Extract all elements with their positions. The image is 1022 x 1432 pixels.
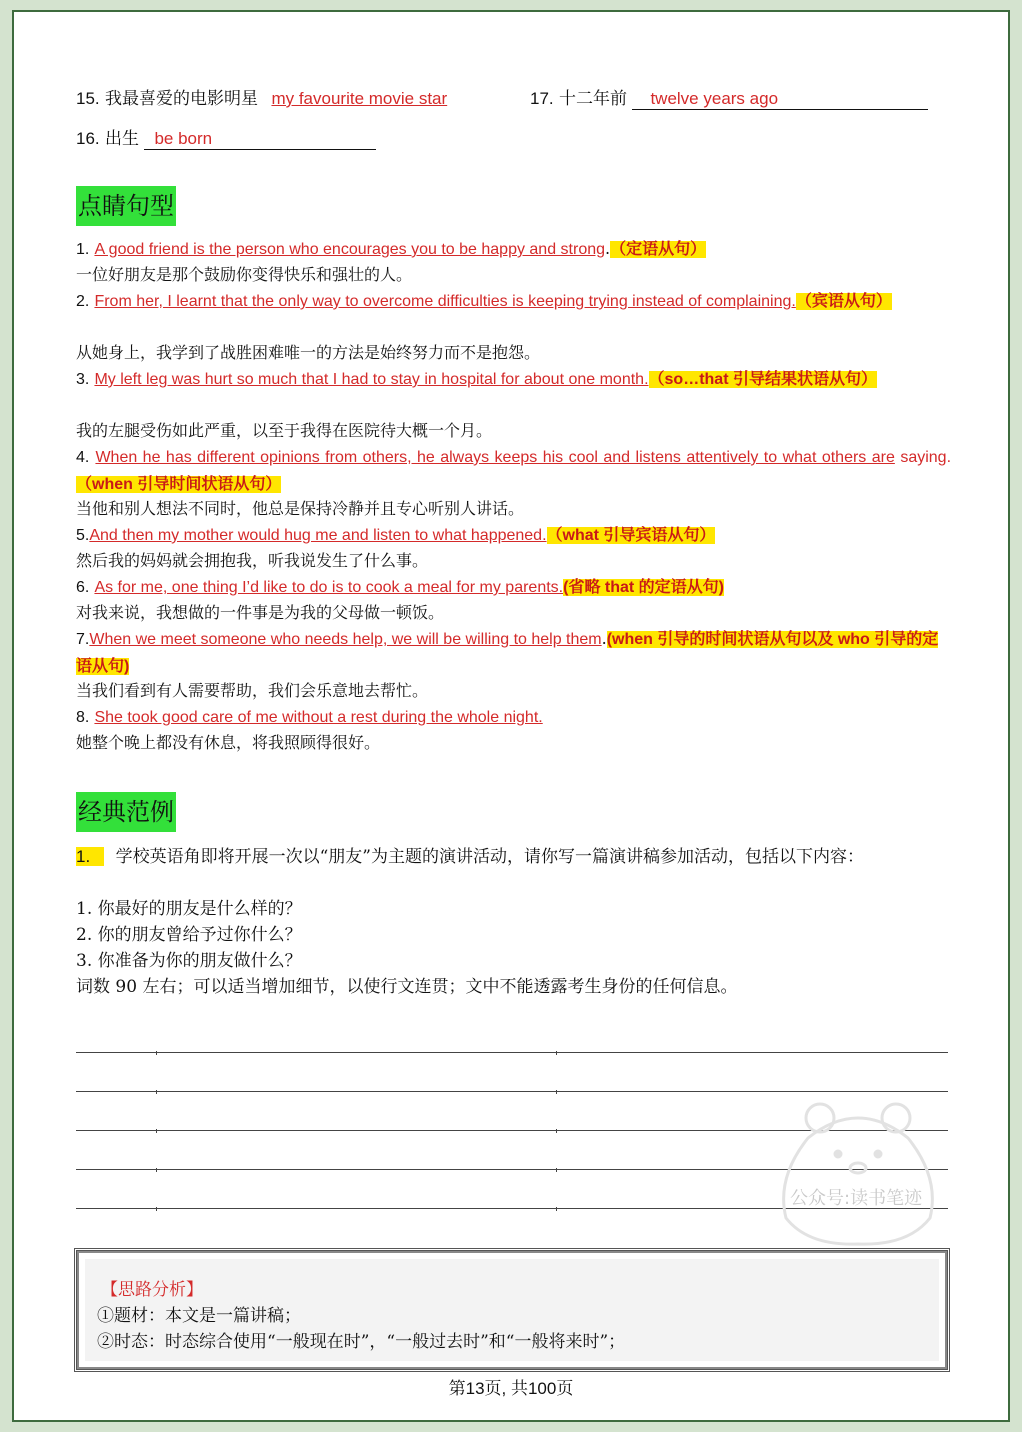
sentence-6: 6. As for me, one thing I’d like to do is to cook a meal for my parents.(省略 that 的定语从句): [76, 579, 724, 596]
sentence-2-translation: 从她身上，我学到了战胜困难唯一的方法是始终努力而不是抱怨。: [76, 343, 541, 362]
sentence-5: 5.And then my mother would hug me and listen to what happened.（what 引导宾语从句）: [76, 527, 716, 544]
task-prompt: 1. 学校英语角即将开展一次以“朋友”为主题的演讲活动，请你写一篇演讲稿参加活动，包括以下内容：: [76, 847, 864, 867]
sentence-3-translation: 我的左腿受伤如此严重，以至于我得在医院待大概一个月。: [76, 421, 493, 440]
sentence-8: 8. She took good care of me without a rest during the whole night.: [76, 709, 543, 726]
task-number: 1.: [76, 847, 104, 866]
vocab-answer: my favourite movie star: [271, 89, 448, 108]
bear-watermark-icon: [758, 1088, 958, 1248]
section-heading-examples: 经典范例: [76, 792, 176, 832]
task-requirements: 词数 90 左右；可以适当增加细节，以使行文连贯；文中不能透露考生身份的任何信息。: [76, 977, 738, 997]
vocab-item-16: 16. 出生 be born: [76, 124, 376, 150]
analysis-item-2: ②时态：时态综合使用“一般现在时”，“一般过去时”和“一般将来时”；: [97, 1332, 626, 1352]
section-heading-sentences: 点睛句型: [76, 186, 176, 226]
task-point-3: 3. 你准备为你的朋友做什么？: [76, 951, 302, 971]
sentence-8-translation: 她整个晚上都没有休息，将我照顾得很好。: [76, 733, 381, 752]
answer-blank: be born: [144, 129, 376, 150]
page: [12, 10, 1010, 1422]
sentence-6-translation: 对我来说，我想做的一件事是为我的父母做一顿饭。: [76, 603, 445, 622]
sentence-4: 4. When he has different opinions from others, he always keeps his cool and listens attentively to what others are saying.（when 引导时间状语从句）: [76, 449, 952, 493]
analysis-title: 【思路分析】: [101, 1280, 203, 1300]
task-point-2: 2. 你的朋友曾给予过你什么？: [76, 925, 302, 945]
sentence-7: 7.When we meet someone who needs help, we will be willing to help them.(when 引导的时间状语从句以及 who 引导的定语从句): [76, 629, 939, 675]
analysis-box: [74, 1248, 950, 1372]
sentence-5-translation: 然后我的妈妈就会拥抱我，听我说发生了什么事。: [76, 551, 429, 570]
writing-line[interactable]: [76, 1052, 948, 1053]
vocab-item-15: 15. 我最喜爱的电影明星 my favourite movie star: [76, 89, 448, 109]
sentence-4-translation: 当他和别人想法不同时，他总是保持冷静并且专心听别人讲话。: [76, 499, 525, 518]
answer-blank: twelve years ago: [632, 89, 928, 110]
watermark-text: 公众号:读书笔迹: [790, 1188, 923, 1209]
task-point-1: 1. 你最好的朋友是什么样的？: [76, 899, 302, 919]
page-footer: 第13页, 共100页: [448, 1379, 574, 1398]
sentence-1-translation: 一位好朋友是那个鼓励你变得快乐和强壮的人。: [76, 265, 413, 284]
analysis-item-1: ①题材：本文是一篇讲稿；: [97, 1306, 301, 1326]
sentence-1: 1. A good friend is the person who encourages you to be happy and strong.（定语从句）: [76, 239, 707, 258]
vocab-item-17: 17. 十二年前 twelve years ago: [530, 84, 928, 110]
sentence-3: 3. My left leg was hurt so much that I had to stay in hospital for about one month.（so…that 引导结果状语从句）: [76, 371, 877, 388]
analysis-box-inner: [85, 1259, 939, 1361]
sentence-7-translation: 当我们看到有人需要帮助，我们会乐意地去帮忙。: [76, 681, 429, 700]
sentence-2: 2. From her, I learnt that the only way to overcome difficulties is keeping trying instead of complaining.（宾语从句）: [76, 293, 892, 310]
